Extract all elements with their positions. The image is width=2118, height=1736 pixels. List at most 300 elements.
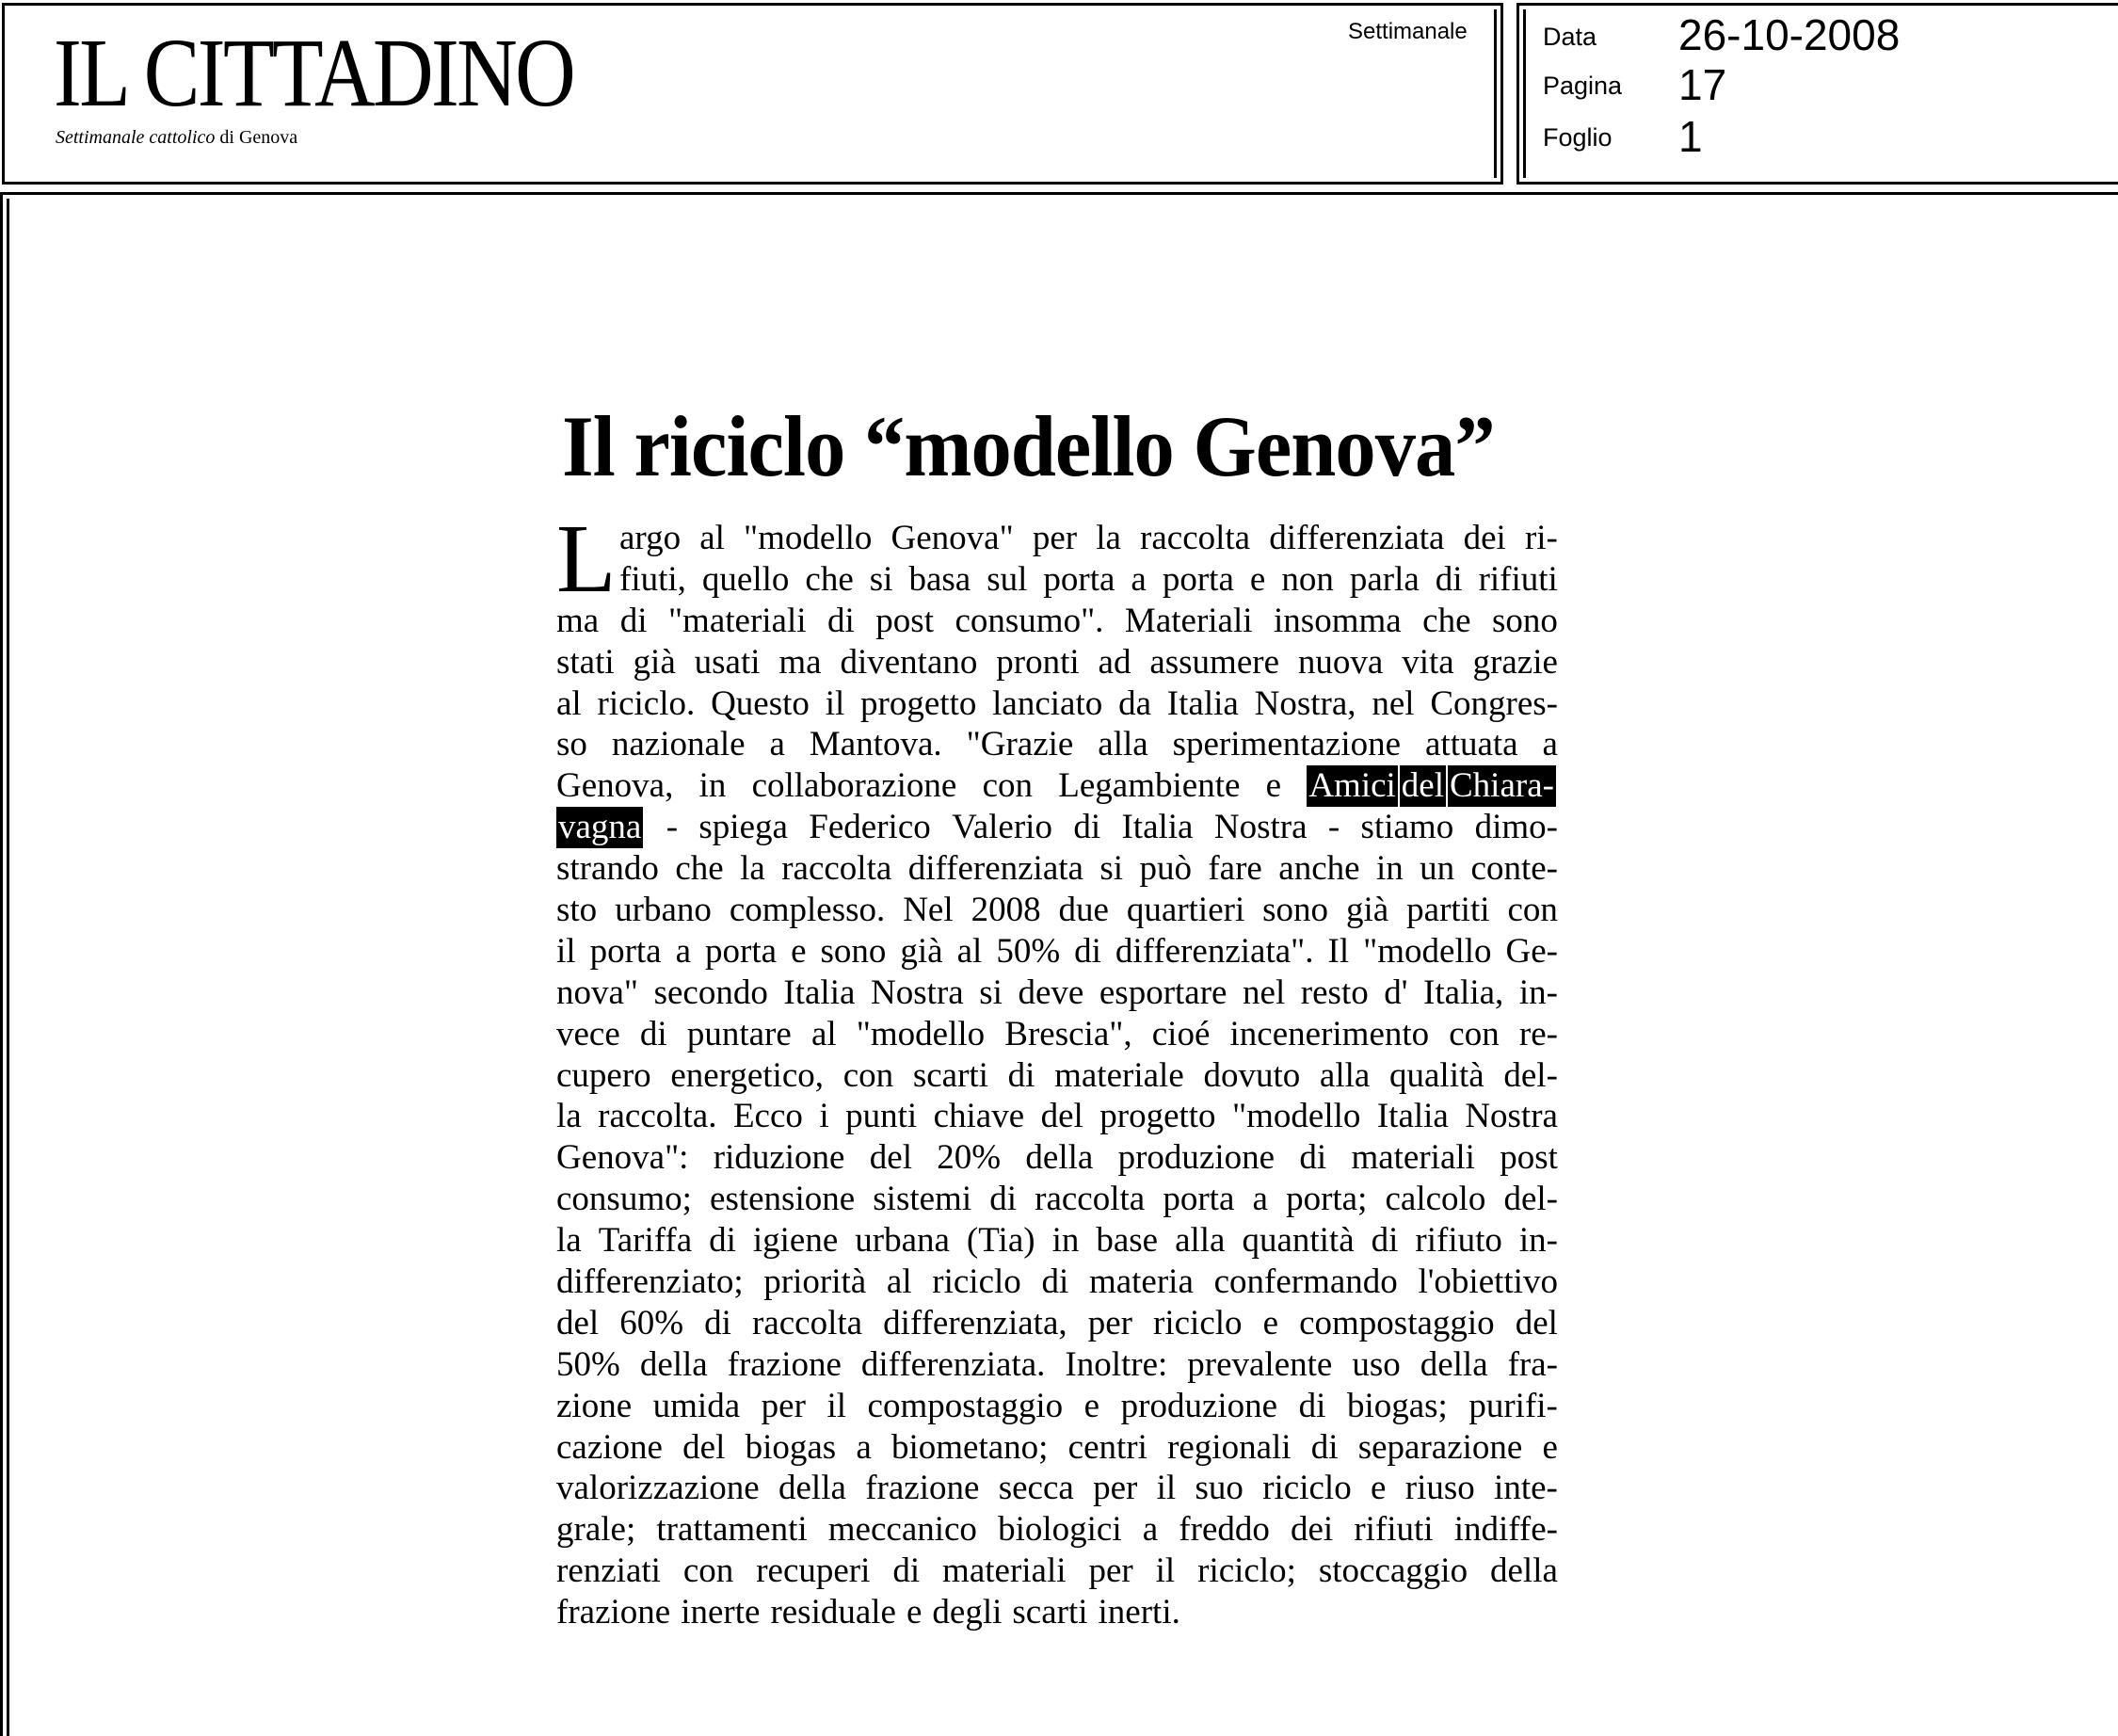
article-word: in — [1051, 1221, 1080, 1261]
article-word: e — [791, 931, 807, 971]
meta-label-foglio: Foglio — [1543, 123, 1613, 152]
article-word: della — [1420, 1344, 1488, 1384]
article-line — [556, 765, 1558, 807]
article-word: al — [556, 683, 582, 723]
article-word: Nostra — [1465, 1097, 1558, 1136]
article-word: stati — [556, 642, 615, 682]
article-word: suo — [1195, 1469, 1244, 1508]
article-word: di — [709, 1221, 736, 1261]
article-word: della — [778, 1469, 846, 1508]
article-word: Nostra, — [1254, 683, 1356, 723]
article-word: di — [704, 1303, 731, 1342]
article-word: differenziata. — [860, 1344, 1046, 1384]
article-word: riciclo. — [597, 683, 696, 723]
article-word: di — [1074, 931, 1101, 971]
article-word: porta — [589, 931, 662, 971]
article-word: umida — [652, 1386, 741, 1425]
article-word: materia — [1088, 1262, 1194, 1302]
article-word: uso — [1352, 1344, 1401, 1384]
article-word: "modello — [856, 1014, 986, 1053]
article-word: di — [989, 1180, 1018, 1219]
article-word: materiale — [1054, 1055, 1184, 1095]
article-word: può — [1139, 849, 1192, 889]
article-word: frazione — [865, 1469, 980, 1508]
article-word: usati — [694, 642, 761, 682]
article-word: biogas; — [1346, 1386, 1448, 1425]
article-word: raccolta — [752, 1303, 863, 1342]
article-word: porta — [1162, 559, 1234, 599]
article-word: grale; — [556, 1510, 636, 1550]
article-word: a — [1142, 1510, 1159, 1550]
article-word: a — [769, 725, 785, 764]
meta-label-data: Data — [1543, 23, 1597, 51]
article-word: scarti — [1012, 1593, 1088, 1632]
article-word: differenziata, — [883, 1303, 1067, 1342]
article-word: Tariffa — [598, 1221, 693, 1261]
article-word: compostaggio — [867, 1386, 1064, 1425]
article-word: per — [1032, 519, 1078, 557]
article-word: al — [956, 931, 983, 971]
article-word: Genova" — [891, 519, 1014, 557]
article-word: porta — [1043, 559, 1115, 599]
article-word: per — [761, 1386, 806, 1425]
article-word: prevalente — [1187, 1344, 1333, 1384]
article-word: di — [1435, 559, 1463, 599]
article-word: a — [856, 1427, 872, 1467]
article-word: renziati — [556, 1551, 661, 1591]
article-word: al — [699, 519, 725, 557]
article-word: nel — [1372, 683, 1415, 723]
article-word: zione — [556, 1386, 633, 1425]
article-word: di — [1371, 1221, 1399, 1261]
article-line — [556, 1137, 1558, 1179]
article-word: sto — [556, 891, 598, 930]
article-word: della — [1025, 1138, 1094, 1178]
article-word: la — [556, 1221, 582, 1261]
article-word: Materiali — [1124, 601, 1253, 640]
article-word: e — [1371, 1469, 1387, 1508]
article-word: secca — [998, 1469, 1074, 1508]
article-word: di — [892, 1551, 921, 1591]
article-word: urbano — [615, 891, 712, 930]
article-word: sono — [820, 931, 887, 971]
article-word: in — [698, 766, 727, 806]
article-word: si — [1099, 849, 1124, 889]
article-word: chiave — [933, 1097, 1025, 1136]
article-word: rifiuti — [1478, 559, 1558, 599]
article-word: alla — [1098, 725, 1148, 764]
article-word: vece — [556, 1014, 620, 1053]
periodicity-label: Settimanale — [1348, 19, 1468, 44]
article-word: materiali — [942, 1551, 1067, 1591]
article-word: priorità — [763, 1262, 867, 1302]
article-word: differenziata". — [1115, 931, 1314, 971]
article-word: meccanico — [827, 1510, 977, 1550]
article-line — [556, 890, 1558, 931]
article-word: so — [556, 725, 587, 764]
article-word: fra- — [1507, 1344, 1558, 1384]
article-word: in- — [1518, 972, 1558, 1012]
article-word: a — [675, 931, 692, 971]
article-word: 60% — [619, 1303, 684, 1342]
article-word: spiega — [698, 808, 788, 847]
article-word: Nostra — [1213, 808, 1308, 847]
article-word: consumo". — [955, 601, 1104, 640]
article-word: al — [810, 1014, 837, 1053]
article-word: post — [1500, 1138, 1558, 1178]
article-word: parla — [1349, 559, 1420, 599]
article-word: due — [1058, 891, 1109, 930]
article-word: Inoltre: — [1065, 1344, 1168, 1384]
article-word: con — [1507, 891, 1558, 930]
article-word: vita — [1402, 642, 1454, 682]
article-word: igiene — [752, 1221, 839, 1261]
article-word: progetto — [860, 683, 977, 723]
article-word: con — [1449, 1014, 1500, 1053]
article-line — [556, 807, 1558, 848]
article-word: riduzione — [713, 1138, 845, 1178]
article-word: già — [900, 931, 943, 971]
article-word: che — [1422, 601, 1471, 640]
article-word: urbana — [855, 1221, 950, 1261]
article-word: riciclo — [1262, 1469, 1352, 1508]
drop-cap: L — [556, 505, 617, 613]
article-word: il — [1156, 1469, 1177, 1508]
article-word: con — [682, 1551, 734, 1591]
article-word: differenziato; — [556, 1262, 744, 1302]
highlighted-word: Chiara- — [1450, 766, 1554, 806]
article-word: partiti — [1406, 891, 1490, 930]
article-word: anche — [1278, 849, 1360, 889]
article-word: di — [1298, 1386, 1326, 1425]
article-word: Italia — [1121, 808, 1194, 847]
article-line — [556, 1014, 1558, 1055]
article-word: Valerio — [952, 808, 1052, 847]
article-word: trattamenti — [656, 1510, 808, 1550]
article-word: porta — [1163, 1180, 1235, 1219]
article-word: quartieri — [1126, 891, 1245, 930]
article-word: un — [1420, 849, 1455, 889]
article-word: cupero — [556, 1055, 651, 1095]
article-word: Genova": — [556, 1138, 689, 1178]
article-word: del — [869, 1138, 912, 1178]
article-word: sistemi — [873, 1180, 972, 1219]
article-word: del- — [1503, 1180, 1558, 1219]
article-word: assumere — [1149, 642, 1279, 682]
article-word: che — [805, 559, 854, 599]
article-word: ma — [778, 642, 822, 682]
article-line — [556, 724, 1558, 765]
masthead-subtitle-italic: Settimanale cattolico — [56, 127, 216, 148]
article-word: riciclo — [932, 1262, 1021, 1302]
article-word: residuale — [770, 1593, 896, 1632]
article-word: collaborazione — [751, 766, 957, 806]
article-word: regionali — [1167, 1427, 1292, 1467]
article-word: qualità — [1389, 1055, 1484, 1095]
article-word: Legambiente — [1058, 766, 1241, 806]
article-line — [556, 1468, 1558, 1509]
article-word: valorizzazione — [556, 1469, 760, 1508]
article-word: "modello — [1232, 1097, 1361, 1136]
article-word: si — [979, 972, 1003, 1012]
article-word: ma — [556, 601, 600, 640]
article-word: rifiuto — [1415, 1221, 1502, 1261]
article-word: del — [1515, 1303, 1558, 1342]
article-word: già — [633, 642, 676, 682]
article-word: incenerimento — [1229, 1014, 1430, 1053]
masthead-subtitle — [56, 127, 297, 149]
article-word: 20% — [937, 1138, 1002, 1178]
article-word: del- — [1503, 1055, 1558, 1095]
article-line — [556, 1509, 1558, 1551]
article-word: produzione — [1120, 1386, 1278, 1425]
article-word: di — [639, 1014, 667, 1053]
article-line — [556, 1427, 1558, 1469]
article-word: "Grazie — [966, 725, 1074, 764]
article-line — [556, 1262, 1558, 1303]
article-word: la — [556, 1097, 582, 1136]
article-line — [556, 1055, 1558, 1097]
article-word: in — [1375, 849, 1404, 889]
article-word: il — [826, 1386, 847, 1425]
article-word: pronti — [996, 642, 1080, 682]
article-word: inerti. — [1098, 1593, 1180, 1632]
article-word: per — [1093, 1469, 1138, 1508]
article-word: nazionale — [611, 725, 746, 764]
article-word: grazie — [1472, 642, 1558, 682]
article-word: non — [1281, 559, 1334, 599]
article-word: del — [1040, 1097, 1083, 1136]
article-word: con — [842, 1055, 894, 1095]
article-word: biometano; — [891, 1427, 1049, 1467]
article-word: a — [1542, 725, 1558, 764]
article-word: raccolta. — [598, 1097, 717, 1136]
article-word: raccolta — [1140, 519, 1251, 557]
article-word: complesso. — [729, 891, 886, 930]
article-word: nel — [1243, 972, 1286, 1012]
article-word: estensione — [710, 1180, 856, 1219]
article-word: l'obiettivo — [1418, 1262, 1558, 1302]
article-word: sperimentazione — [1172, 725, 1402, 764]
article-line — [556, 683, 1558, 725]
article-word: inte- — [1494, 1469, 1558, 1508]
article-word: Genova, — [556, 766, 674, 806]
article-word: di — [1299, 1138, 1327, 1178]
article-word: degli — [932, 1593, 1003, 1632]
article-word: e — [1083, 1386, 1100, 1425]
article-word: i — [819, 1097, 829, 1136]
article-word: "modello — [1363, 931, 1492, 971]
article-word: - — [666, 808, 679, 847]
article-word: puntare — [686, 1014, 792, 1053]
article-word: riuso — [1404, 1469, 1475, 1508]
masthead-subtitle-rest: di Genova — [215, 127, 298, 148]
article-word: consumo; — [556, 1180, 692, 1219]
meta-value-foglio: 1 — [1678, 112, 1703, 161]
article-word: riciclo; — [1197, 1551, 1296, 1591]
article-word: nova" — [556, 972, 639, 1012]
article-word: del — [682, 1427, 726, 1467]
article-word: sono — [1492, 601, 1558, 640]
article-word: (Tia) — [966, 1221, 1035, 1261]
article-word: "modello — [744, 519, 873, 557]
article-word: Ge- — [1505, 931, 1558, 971]
article-word: Congres- — [1430, 683, 1558, 723]
article-word: argo — [619, 519, 682, 557]
highlighted-phrase — [1307, 765, 1558, 807]
article-word: dei — [1291, 1510, 1334, 1550]
article-word: Mantova. — [809, 725, 942, 764]
article-word: raccolta — [781, 849, 892, 889]
article-word: strando — [556, 849, 659, 889]
article-word: cioé — [1151, 1014, 1211, 1053]
article-word: 2008 — [971, 891, 1041, 930]
article-word: Italia — [1166, 683, 1239, 723]
article-word: frazione — [727, 1344, 842, 1384]
article-word: il — [1155, 1551, 1176, 1591]
article-word: stiamo — [1360, 808, 1454, 847]
article-word: biologici — [998, 1510, 1122, 1550]
article-word: di — [1041, 1262, 1069, 1302]
article-line — [556, 848, 1558, 890]
article-body — [556, 505, 1558, 1633]
article-word: secondo — [653, 972, 768, 1012]
article-word: e — [1262, 1303, 1279, 1342]
article-word: rifiuti — [1354, 1510, 1434, 1550]
article-word: e — [1265, 766, 1282, 806]
newspaper-masthead: IL CITTADINO — [54, 19, 574, 127]
article-word: Questo — [711, 683, 810, 723]
article-word: ri- — [1524, 519, 1558, 557]
meta-value-data: 26-10-2008 — [1678, 10, 1901, 59]
article-word: Italia — [1376, 1097, 1449, 1136]
article-line — [556, 1551, 1558, 1592]
article-word: separazione — [1357, 1427, 1523, 1467]
article-line — [556, 642, 1558, 683]
article-word: re- — [1518, 1014, 1558, 1053]
highlighted-word: del — [1401, 766, 1444, 806]
article-word: quello — [701, 559, 790, 599]
article-word: centri — [1067, 1427, 1147, 1467]
article-word: d' — [1384, 972, 1408, 1012]
article-word: cazione — [556, 1427, 663, 1467]
article-line — [556, 559, 1558, 601]
article-word: Italia — [783, 972, 856, 1012]
article-word: della — [1490, 1551, 1558, 1591]
article-word: 50% — [556, 1344, 620, 1384]
article-word: a — [1252, 1180, 1268, 1219]
article-word: da — [1118, 683, 1151, 723]
article-word: fare — [1208, 849, 1262, 889]
article-word: lanciato — [992, 683, 1103, 723]
article-word: porta — [705, 931, 778, 971]
article-word: insomma — [1274, 601, 1402, 640]
article-word: recuperi — [756, 1551, 871, 1591]
article-word: Italia, — [1423, 972, 1504, 1012]
article-word: dimo- — [1474, 808, 1558, 847]
article-word: basa — [908, 559, 971, 599]
article-line — [556, 601, 1558, 642]
article-word: punti — [845, 1097, 918, 1136]
article-line — [556, 518, 1558, 559]
article-word: in- — [1518, 1221, 1558, 1261]
article-word: del — [556, 1303, 600, 1342]
article-word: energetico, — [670, 1055, 825, 1095]
article-line — [556, 1179, 1558, 1220]
article-word: Nostra — [870, 972, 964, 1012]
article-word: alla — [1319, 1055, 1371, 1095]
article-word: porta; — [1286, 1180, 1368, 1219]
highlighted-word: vagna — [558, 808, 642, 847]
article-word: compostaggio — [1299, 1303, 1495, 1342]
article-word: la — [740, 849, 765, 889]
article-word: conte- — [1470, 849, 1558, 889]
article-line — [556, 1220, 1558, 1262]
article-word: purifi- — [1468, 1386, 1558, 1425]
article-word: raccolta — [1035, 1180, 1146, 1219]
article-word: che — [675, 849, 724, 889]
highlighted-word: Amici — [1308, 766, 1396, 806]
article-line — [556, 931, 1558, 972]
meta-label-pagina: Pagina — [1543, 72, 1623, 100]
article-word: calcolo — [1385, 1180, 1486, 1219]
article-word: scarti — [912, 1055, 988, 1095]
article-word: Ecco — [732, 1097, 803, 1136]
article-word: il — [825, 683, 845, 723]
article-word: differenziata — [1269, 519, 1445, 557]
article-word: Nel — [903, 891, 954, 930]
article-word: della — [639, 1344, 708, 1384]
article-headline: Il riciclo “modello Genova” — [562, 398, 1495, 494]
article-word: riciclo — [1153, 1303, 1243, 1342]
article-line — [556, 1344, 1558, 1386]
article-word: quantità — [1242, 1221, 1355, 1261]
article-line — [556, 1303, 1558, 1344]
article-word: Federico — [809, 808, 931, 847]
article-word: materiali — [1351, 1138, 1475, 1178]
article-word: la — [1096, 519, 1121, 557]
article-word: nuova — [1297, 642, 1384, 682]
article-word: fiuti, — [619, 559, 686, 599]
article-word: sono — [1262, 891, 1329, 930]
article-word: con — [982, 766, 1034, 806]
article-word: Il — [1327, 931, 1350, 971]
article-word: dei — [1463, 519, 1506, 557]
article-word: 50% — [996, 931, 1061, 971]
article-word: stoccaggio — [1318, 1551, 1468, 1591]
article-word: e — [906, 1593, 923, 1632]
article-word: inerte — [681, 1593, 761, 1632]
article-word: e — [1542, 1427, 1558, 1467]
article-line — [556, 1386, 1558, 1427]
article-word: indiffe- — [1453, 1510, 1558, 1550]
article-word: per — [1087, 1303, 1132, 1342]
article-word: - — [1327, 808, 1340, 847]
article-line — [556, 1592, 1558, 1633]
article-word: esportare — [1099, 972, 1227, 1012]
article-line — [556, 1096, 1558, 1137]
article-word: biogas — [745, 1427, 837, 1467]
article-word: per — [1088, 1551, 1133, 1591]
article-word: produzione — [1117, 1138, 1276, 1178]
article-word: frazione — [556, 1593, 671, 1632]
article-word: sul — [987, 559, 1028, 599]
article-word: deve — [1018, 972, 1084, 1012]
article-word: dovuto — [1203, 1055, 1301, 1095]
article-word: diventano — [840, 642, 978, 682]
article-word: alla — [1175, 1221, 1226, 1261]
meta-value-pagina: 17 — [1678, 60, 1727, 109]
